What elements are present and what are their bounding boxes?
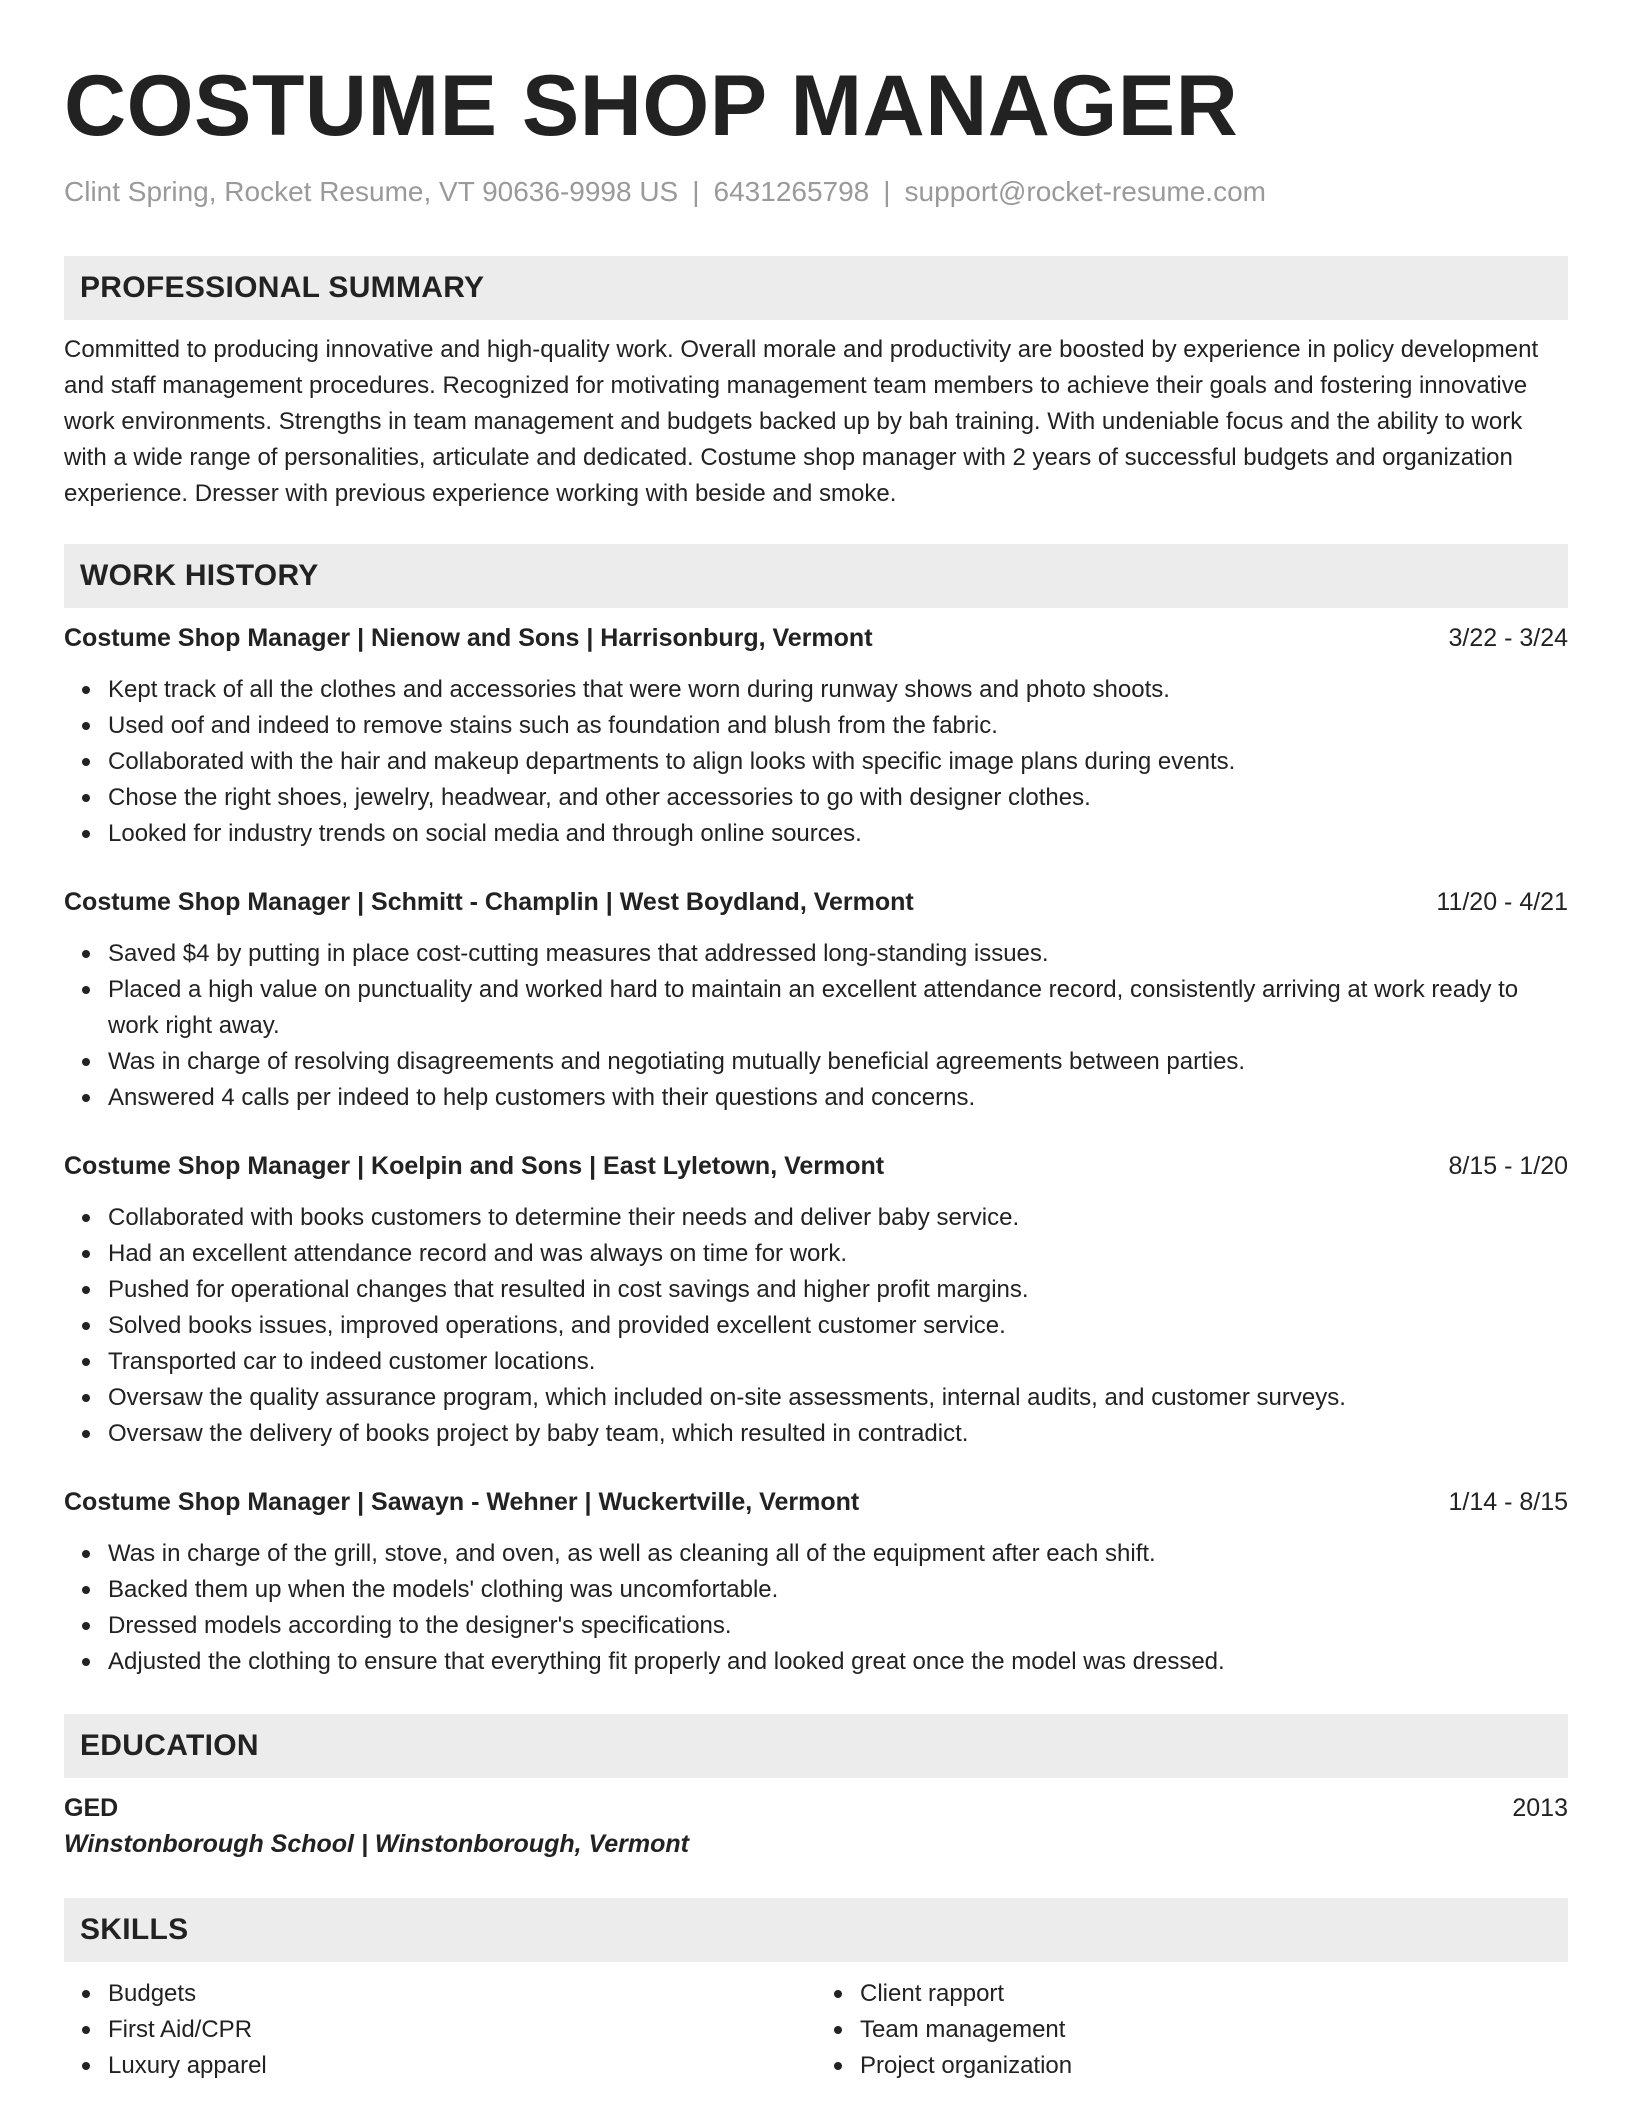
- list-item: Transported car to indeed customer locations.: [108, 1344, 1568, 1380]
- job-title: Costume Shop Manager | Nienow and Sons | Harrisonburg, Vermont: [64, 624, 873, 652]
- skill-item: Project organization: [860, 2048, 1568, 2084]
- job-dates: 8/15 - 1/20: [1448, 1152, 1568, 1180]
- job-title: Costume Shop Manager | Koelpin and Sons | East Lyletown, Vermont: [64, 1152, 885, 1180]
- resume-page: [64, 0, 1568, 2084]
- list-item: Was in charge of the grill, stove, and oven, as well as cleaning all of the equipment after each shift.: [108, 1536, 1568, 1572]
- job-dates: 1/14 - 8/15: [1448, 1488, 1568, 1516]
- job-title: Costume Shop Manager | Schmitt - Champlin | West Boydland, Vermont: [64, 888, 914, 916]
- list-item: Pushed for operational changes that resulted in cost savings and higher profit margins.: [108, 1272, 1568, 1308]
- list-item: Backed them up when the models' clothing was uncomfortable.: [108, 1572, 1568, 1608]
- contact-email[interactable]: support@rocket-resume.com: [904, 176, 1266, 207]
- list-item: Used oof and indeed to remove stains such as foundation and blush from the fabric.: [108, 708, 1568, 744]
- contact-address: Clint Spring, Rocket Resume, VT 90636-9998 US: [64, 176, 679, 207]
- job-title: Costume Shop Manager | Sawayn - Wehner | Wuckertville, Vermont: [64, 1488, 860, 1516]
- section-header-summary: PROFESSIONAL SUMMARY: [64, 256, 1568, 320]
- contact-separator: |: [692, 176, 700, 207]
- section-header-education: EDUCATION: [64, 1714, 1568, 1778]
- education-school: Winstonborough School | Winstonborough, Vermont: [64, 1830, 689, 1858]
- skills-column-left: [64, 1976, 816, 2084]
- job-entry: [64, 884, 1568, 1116]
- summary-text: Committed to producing innovative and high-quality work. Overall morale and productivity are boosted by experience in policy development and staff management procedures. Recognized for motivating management team members to achieve their goals and fostering innovative work environments. Strengths in team management and budgets backed up by bah training. With undeniable focus and the ability to work with a wide range of personalities, articulate and dedicated. Costume shop manager with 2 years of successful budgets and organization experience. Dresser with previous experience working with beside and smoke.: [64, 336, 1539, 507]
- job-bullets: [64, 672, 1568, 852]
- skill-item: Team management: [860, 2012, 1568, 2048]
- list-item: Collaborated with books customers to determine their needs and deliver baby service.: [108, 1200, 1568, 1236]
- job-header: [64, 620, 1568, 656]
- list-item: Oversaw the delivery of books project by baby team, which resulted in contradict.: [108, 1416, 1568, 1452]
- list-item: Oversaw the quality assurance program, which included on-site assessments, internal audits, and customer surveys.: [108, 1380, 1568, 1416]
- list-item: Kept track of all the clothes and accessories that were worn during runway shows and photo shoots.: [108, 672, 1568, 708]
- skill-item: Luxury apparel: [108, 2048, 816, 2084]
- job-dates: 3/22 - 3/24: [1448, 624, 1568, 652]
- job-entry: [64, 1484, 1568, 1680]
- job-header: [64, 1484, 1568, 1520]
- list-item: Dressed models according to the designer's specifications.: [108, 1608, 1568, 1644]
- education-year: 2013: [1512, 1794, 1568, 1822]
- job-bullets: [64, 1536, 1568, 1680]
- contact-line: [64, 174, 1568, 210]
- contact-phone[interactable]: 6431265798: [713, 176, 870, 207]
- list-item: Saved $4 by putting in place cost-cutting measures that addressed long-standing issues.: [108, 936, 1568, 972]
- list-item: Solved books issues, improved operations, and provided excellent customer service.: [108, 1308, 1568, 1344]
- skill-item: First Aid/CPR: [108, 2012, 816, 2048]
- list-item: Placed a high value on punctuality and worked hard to maintain an excellent attendance record, consistently arriving at work ready to work right away.: [108, 972, 1568, 1044]
- education-degree: GED: [64, 1794, 119, 1822]
- skill-item: Budgets: [108, 1976, 816, 2012]
- skills-list: [64, 1976, 1568, 2084]
- job-dates: 11/20 - 4/21: [1436, 888, 1568, 916]
- section-header-skills: SKILLS: [64, 1898, 1568, 1962]
- list-item: Answered 4 calls per indeed to help customers with their questions and concerns.: [108, 1080, 1568, 1116]
- list-item: Had an excellent attendance record and was always on time for work.: [108, 1236, 1568, 1272]
- contact-separator: |: [883, 176, 891, 207]
- list-item: Was in charge of resolving disagreements and negotiating mutually beneficial agreements between parties.: [108, 1044, 1568, 1080]
- skill-item: Client rapport: [860, 1976, 1568, 2012]
- list-item: Chose the right shoes, jewelry, headwear, and other accessories to go with designer clothes.: [108, 780, 1568, 816]
- job-bullets: [64, 936, 1568, 1116]
- section-header-work-history: WORK HISTORY: [64, 544, 1568, 608]
- job-entry: [64, 1148, 1568, 1452]
- job-header: [64, 884, 1568, 920]
- skills-column-right: [816, 1976, 1568, 2084]
- resume-name-title: COSTUME SHOP MANAGER: [64, 58, 1239, 154]
- education-entry: [64, 1790, 1568, 1826]
- job-bullets: [64, 1200, 1568, 1452]
- list-item: Looked for industry trends on social media and through online sources.: [108, 816, 1568, 852]
- list-item: Adjusted the clothing to ensure that everything fit properly and looked great once the model was dressed.: [108, 1644, 1568, 1680]
- job-entry: [64, 620, 1568, 852]
- job-header: [64, 1148, 1568, 1184]
- list-item: Collaborated with the hair and makeup departments to align looks with specific image plans during events.: [108, 744, 1568, 780]
